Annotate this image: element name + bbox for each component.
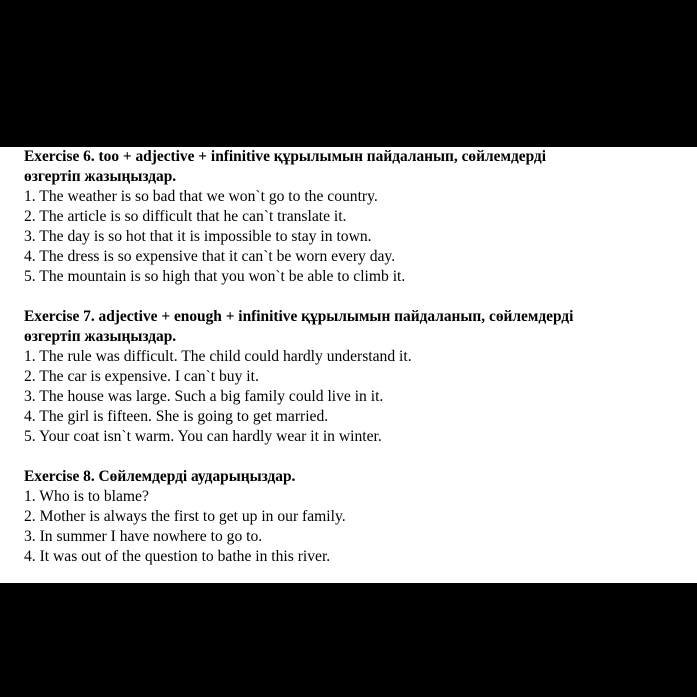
exercise-7-sentence-3: 3. The house was large. Such a big family could live in it. xyxy=(24,388,384,405)
exercise-6-heading-line-1: Exercise 6. too + adjective + infinitive құрылымын пайдаланып, сөйлемдерді xyxy=(24,148,546,165)
exercise-6-heading-line-2: өзгертіп жазыңыздар. xyxy=(24,168,177,185)
section-spacer xyxy=(24,447,681,467)
exercise-8-sentence-4: 4. It was out of the question to bathe in this river. xyxy=(24,548,331,565)
exercise-8 xyxy=(24,467,681,567)
exercise-6-sentence-2: 2. The article is so difficult that he can`t translate it. xyxy=(24,208,347,225)
exercise-6-sentence-5: 5. The mountain is so high that you won`t be able to climb it. xyxy=(24,268,406,285)
exercise-8-heading: Exercise 8. Сөйлемдерді аударыңыздар. xyxy=(24,468,296,485)
section-spacer xyxy=(24,287,681,307)
exercise-6-heading xyxy=(24,147,681,187)
exercise-6-sentence-3: 3. The day is so hot that it is impossible to stay in town. xyxy=(24,228,372,245)
exercise-7-heading-line-2: өзгертіп жазыңыздар. xyxy=(24,328,177,345)
exercise-6 xyxy=(24,147,681,287)
document-page xyxy=(0,147,697,583)
exercise-8-sentence-1: 1. Who is to blame? xyxy=(24,488,149,505)
exercise-7-sentence-1: 1. The rule was difficult. The child could hardly understand it. xyxy=(24,348,412,365)
exercise-8-sentence-2: 2. Mother is always the first to get up in our family. xyxy=(24,508,346,525)
exercise-7-sentence-2: 2. The car is expensive. I can`t buy it. xyxy=(24,368,259,385)
exercise-7-sentence-5: 5. Your coat isn`t warm. You can hardly wear it in winter. xyxy=(24,428,382,445)
exercise-7-sentence-4: 4. The girl is fifteen. She is going to get married. xyxy=(24,408,329,425)
exercise-7 xyxy=(24,307,681,447)
exercise-6-sentence-1: 1. The weather is so bad that we won`t go to the country. xyxy=(24,188,378,205)
exercise-7-heading xyxy=(24,307,681,347)
exercise-6-sentence-4: 4. The dress is so expensive that it can`t be worn every day. xyxy=(24,248,396,265)
exercise-8-sentence-3: 3. In summer I have nowhere to go to. xyxy=(24,528,263,545)
exercise-7-heading-line-1: Exercise 7. adjective + enough + infinitive құрылымын пайдаланып, сөйлемдерді xyxy=(24,308,574,325)
